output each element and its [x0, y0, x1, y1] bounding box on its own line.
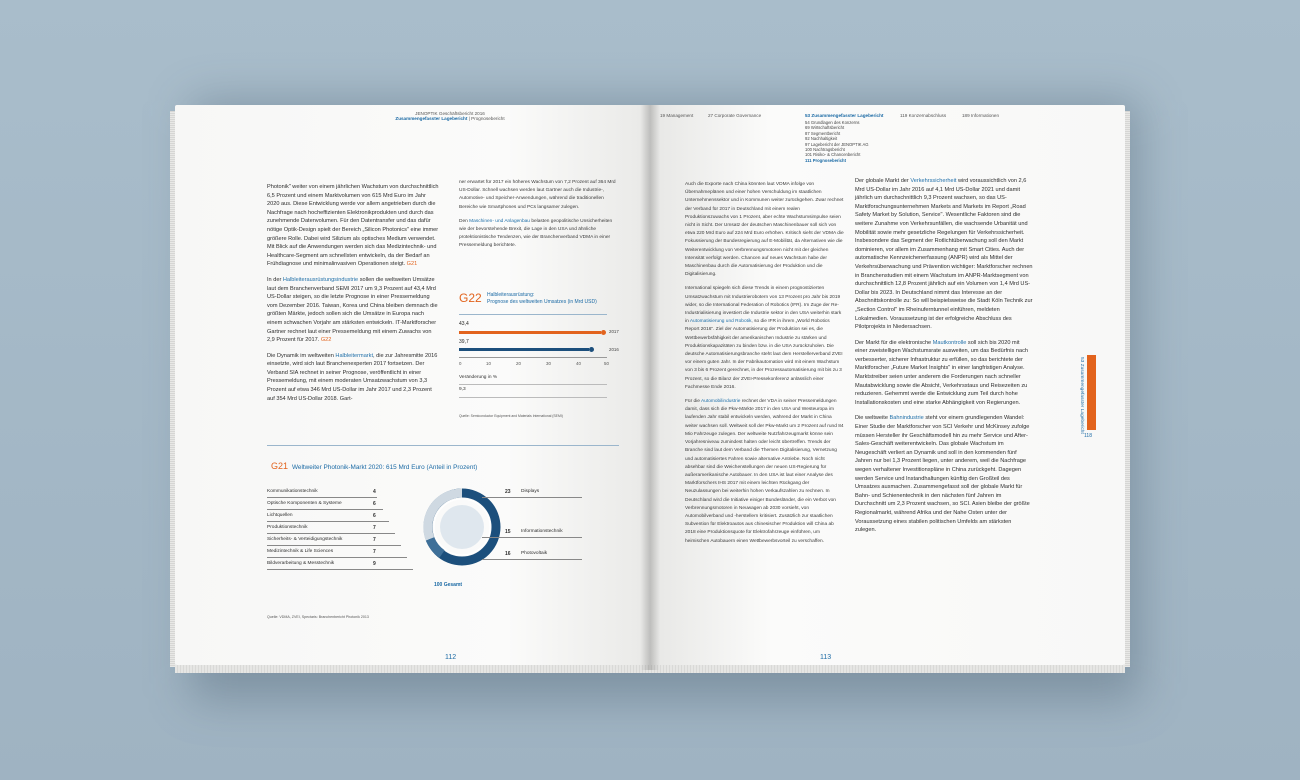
- paragraph: ner erwartet für 2017 ein höheres Wachstum von 7,2 Prozent auf 364 Mrd US-Dollar. Schnell wachsen werden laut Gartner auch die Industrie-, Automotive- und Speicher-Anwendungen, während die traditionellen Bereiche wie Smartphones und PCs langsamer zulegen.: [459, 180, 616, 210]
- legend-value: 23: [505, 489, 511, 495]
- donut-segment-mid: [430, 539, 442, 554]
- nav-item: 189 Informationen: [962, 113, 1000, 118]
- leader-line: [482, 537, 582, 538]
- donut-total-label: 100 Gesamt: [434, 582, 463, 588]
- bar-end-dot: [589, 347, 594, 352]
- bar-2017: [459, 331, 601, 334]
- left-column-2: [459, 179, 619, 251]
- toc-item: 97 Lagebericht der JENOPTIK AG: [805, 141, 869, 147]
- legend-label: Medizintechnik & Life Sciences: [267, 549, 334, 554]
- divider: [459, 314, 607, 315]
- paragraph: Auch die Exporte nach China könnten laut VDMA infolge von Übernahmeplänen und einer hohen Verschuldung im staatlichen Unternehmenssektor und in Kommunen weiter zurückgehen. Zwar rechnet der Verband für 2017 in Deutschland mit einem realen Produktionszuwachs von 1 Prozent, aber echte Wachstumsimpulse seien nicht in Sicht. Der Umsatz der deutschen Maschinenbauer soll sich von etwa 220 Mrd Euro auf 224 Mrd Euro erhöhen. Kritisch sieht der VDMA die Fokussierung der Bundesregierung auf E-Mobilität, da Alternativen wie die Weiterentwicklung von Verbrennungsmotoren nicht mit der gleichen Intensität verfolgt werden. Chancen auf neues Wachstum habe der Maschinenbau durch die Automatisierung der Produktion und die Digitalisierung.: [685, 182, 844, 278]
- g21-source: Quelle: VDMA, ZVEI, Spectaris: Branchenbericht Photonik 2013: [267, 615, 369, 619]
- g22-chart: [459, 291, 624, 441]
- section-tab-label: 53 Zusammengefasster Lagebericht: [1079, 357, 1084, 434]
- open-book: [175, 105, 1125, 685]
- keyword-link: Halbleiterausrüstungsindustrie: [282, 276, 359, 283]
- legend-label: Photovoltaik: [521, 551, 548, 556]
- bar-end-dot: [601, 330, 606, 335]
- paragraph: Der globale Markt der Verkehrssicherheit wird voraussichtlich von 2,6 Mrd US-Dollar im Jahr 2016 auf 4,1 Mrd US-Dollar 2021 und damit jährlich um durchschnittlich 9,3 Prozent wachsen, so das US-Marktforschungsunternehmen Markets and Markets im Report „Road Safety Market by Solution, Service". Wesentliche Faktoren sind die weitere Zunahme von Verkehrsunfällen, die wachsende Urbanität und Mobilität sowie mehr gesetzliche Regelungen für Verkehrssicherheit. Insbesondere das Segment der Rotlichtüberwachung soll den Markt dominieren, vor allem im Zusammenhang mit Smart Cities. Auch der automatische Kennzeichenerfassung (ANPR) wird als Mittel der Verkehrsüberwachung und Prävention wichtiger: Marktforscher rechnen in Branchenstudien mit einem Wachstum im ANPR-Marktsegment von durchschnittlich 12,8 Prozent jährlich auf ein Volumen von 1,4 Mrd US-Dollar bis 2023. In Deutschland nimmt das Interesse an der Abschnittskontrolle zu: So will beispielsweise die Stadt Köln Technik zur „Section Control" im Rheinuferntunnel einführen, meldeten Lokalmedien. Voraussetzung ist der erfolgreiche Abschluss des Pilotprojekts in Niedersachsen.: [855, 178, 1033, 331]
- figure-ref: G21: [406, 261, 418, 268]
- section-tab-marker: [1087, 355, 1096, 430]
- g21-chart: [267, 485, 627, 605]
- paragraph: Der Markt für die elektronische Mautkontrolle soll sich bis 2020 mit einer zweistelligen Wachstumsrate ausweiten, um das Bedürfnis nach verbesserter, sicherer Infrastruktur zu erfüllen, so das berichtete der Marktforscher „Future Market Insights" in einer langfristigen Analyse. Marktstreiber seien unter anderem die Forderungen nach schneller Mautabwicklung sowie die Absicht, Verkehrsstaus und Reisezeiten zu reduzieren. Gehemmt werde die Entwicklung zum Teil durch hohe Installationskosten und eine starke Abhängigkeit von Regierungen.: [855, 339, 1028, 406]
- paragraph: Die Dynamik im weltweiten Halbleitermarkt, die zur Jahresmitte 2016 einsetzte, wird sich laut Branchenexperten 2017 fortsetzen. Der Verband SIA rechnet in seiner Prognose, veröffentlicht in einer Pressemeldung, mit einem moderaten Umsatzwachstum von 3,3 Prozent auf etwa 346 Mrd US-Dollar im Jahr 2017 und 2,3 Prozent auf 354 Mrd US-Dollar 2018. Gart-: [267, 352, 438, 402]
- header-section: Zusammengefasster Lagebericht: [395, 116, 468, 121]
- divider: [459, 384, 607, 385]
- donut-chart: [422, 487, 502, 567]
- keyword-link: Mautkontrolle: [932, 339, 967, 346]
- year-label-2017: 2017: [609, 329, 619, 334]
- tick-label: 40: [576, 361, 581, 366]
- g22-title: Halbleiterausrüstung: Prognose des weltweiten Umsatzes (in Mrd USD): [487, 292, 597, 305]
- paragraph: International spiegeln sich diese Trends in einem prognostizierten Umsatzwachstum mit Industrierobotern von 13 Prozent pro Jahr bis 2019 wider, so die International Federation of Robotics (IFR). Im Zuge der Re-Industrialisierung investiert die Industrie sektor in den USA weiterhin stark in Automatisierung und Robotik, so die IFR in ihrem „World Robotics Report 2016". Ziel der Automatisierung der Produktion sei es, die Wettbewerbsfähigkeit der amerikanischen Industrie zu stärken und Produktionskapazitäten zu binden bzw. in die USA zurückzuholen. Die deutsche Automatisierungsbranche steht laut dem Herstellerverband ZVEI vor einem guten Jahr. In der Fabrikautomation wird mit einem Wachstum von 3 bis 6 Prozent gerechnet, in der Prozessautomatisierung mit bis zu 3 Prozent, so die Bilanz der ZVEI-Pressekonferenz anlässlich einer Fachmesse Ende 2016.: [685, 286, 843, 390]
- legend-value: 6: [373, 513, 376, 519]
- nav-item: 27 Corporate Governance: [708, 113, 762, 118]
- legend-label: Optische Komponenten & Systeme: [267, 501, 342, 506]
- change-label: Veränderung in %: [459, 375, 498, 380]
- page-number-right: 113: [820, 654, 832, 661]
- legend-label: Displays: [521, 489, 540, 494]
- bar-label-2016: 39,7: [459, 339, 469, 345]
- leader-line: [267, 545, 401, 546]
- leader-line: [267, 569, 413, 570]
- keyword-link: Verkehrssicherheit: [910, 178, 957, 184]
- keyword-link: Halbleitermarkt: [335, 352, 374, 359]
- toc-item: 100 Nachtragsbericht: [805, 147, 845, 153]
- tick-label: 0: [459, 361, 462, 366]
- legend-label: Bildverarbeitung & Messtechnik: [267, 561, 335, 566]
- legend-value: 7: [373, 525, 376, 531]
- side-page-number: 118: [1084, 433, 1092, 439]
- bar-label-2017: 43,4: [459, 321, 469, 327]
- header-subsection: | Prognosebericht: [468, 116, 505, 121]
- toc-item: 87 Segmentbericht: [805, 130, 841, 136]
- keyword-link: Automobilindustrie: [701, 399, 741, 405]
- toc-item: 69 Wirtschaftsbericht: [805, 125, 845, 131]
- right-column-2: [855, 177, 1033, 535]
- toc-item: 101 Risiko- & Chancenbericht: [805, 152, 861, 158]
- donut-center: [440, 505, 484, 549]
- keyword-link: Bahnindustrie: [889, 415, 924, 422]
- leader-line: [267, 509, 383, 510]
- tick-label: 20: [516, 361, 521, 366]
- paragraph: Die weltweite Bahnindustrie steht vor einem grundlegenden Wandel: Einer Studie der Marktforscher von SCI Verkehr und McKinsey zufolge müssen Hersteller ihr Geschäftsmodell hin zu mehr Service und After-Sales-Geschäft weiterentwickeln. Das globale Wachstum im Neugeschäft verliert an Dynamik und soll in den kommenden fünf Jahren nur bei 1,3 Prozent liegen, unter anderem, weil die Nachfrage wegen verhaltener Investitionspläne in China zurückgeht. Dagegen werden Service und Instandhaltungen künftig den Großteil des Umsatzes ausmachen. Zusammengefasst soll der globale Markt für Bahn- und Schienentechnik in den nächsten fünf Jahren im Durchschnitt um 2,3 Prozent wachsen, so SCI. Asien bleibe der größte Regionalmarkt, während Afrika und der Nahe Osten unter der Voraussetzung eines stabilen politischen Umfelds am stärksten zulegen.: [855, 415, 1030, 534]
- toc-item: 54 Grundlagen des Konzerns: [805, 120, 860, 125]
- legend-value: 16: [505, 551, 511, 557]
- g21-id: G21: [271, 461, 289, 471]
- report-title: JENOPTIK Geschäftsbericht 2016: [415, 111, 485, 116]
- keyword-link: Automatisierung und Robotik: [689, 319, 752, 325]
- x-axis: [459, 357, 607, 358]
- legend-label: Lichtquellen: [267, 513, 293, 518]
- divider: [459, 397, 607, 398]
- section-divider: [267, 445, 619, 446]
- paragraph: Den Maschinen- und Anlagenbau belasten geopolitische Unsicherheiten wie der bevorstehende Brexit, die Lage in den USA und ähnliche protektionistische Tendenzen, wie der Branchenverband VDMA in einer Pressemeldung berichtete.: [459, 218, 613, 249]
- figure-ref: G22: [320, 337, 332, 344]
- leader-line: [482, 559, 582, 560]
- keyword-link: Maschinen- und Anlagenbau: [469, 218, 530, 224]
- nav-item: 19 Management: [660, 113, 694, 118]
- legend-value: 15: [505, 529, 511, 535]
- book-gutter: [640, 105, 660, 670]
- change-value: 9,3: [459, 387, 466, 392]
- right-column-1: [685, 181, 845, 546]
- legend-label: Produktionstechnik: [267, 525, 308, 530]
- legend-label: Kommunikationstechnik: [267, 489, 318, 494]
- leader-line: [267, 533, 395, 534]
- leader-line: [482, 497, 582, 498]
- tick-label: 50: [604, 361, 609, 366]
- leader-line: [267, 557, 407, 558]
- leader-line: [267, 497, 377, 498]
- paragraph: Photonik" weiter von einem jährlichen Wachstum von durchschnittlich 6,5 Prozent und einem Marktvolumen von 615 Mrd Euro im Jahr 2020 aus. Diese Entwicklung werde vor allem angetrieben durch die Nachfrage nach hocheffizienten Elektronikprodukten und durch das zunehmende Datenvolumen. Für den Datentransfer und das dafür nötige Optik-Design spielt der Bereich „Silicon Photonics" eine immer größere Rolle. Dabei wird Silizium als optisches Medium verwendet. Mit Blick auf die Anwendungen werden sich das Medizintechnik- und Healthcare-Segment am schnellsten entwickeln, da der Bedarf an Frühdiagnose und minimalinvasiven Operationen steigt. G21: [267, 184, 439, 268]
- legend-value: 6: [373, 501, 376, 507]
- year-label-2016: 2016: [609, 347, 619, 352]
- chart-source: Quelle: Semiconductor Equipment and Materials International (SEMI): [459, 414, 563, 418]
- toc-item: 111 Prognosebericht: [805, 157, 846, 163]
- legend-value: 7: [373, 537, 376, 543]
- tick-label: 30: [546, 361, 551, 366]
- toc-item: 92 Nachhaltigkeit: [805, 136, 838, 142]
- x-axis-ticks: [459, 361, 609, 369]
- paragraph: In der Halbleiterausrüstungsindustrie sollen die weltweiten Umsätze laut dem Branchenverband SEMI 2017 um 9,3 Prozent auf 43,4 Mrd US-Dollar steigen, so die letzte Prognose in einer Pressemeldung vom Dezember 2016. Taiwan, Korea und China bleiben demnach die größten Märkte, jedoch sollen sich die Umsätze in Europa nach einem schwachen Vorjahr am stärksten entwickeln. IT-Marktforscher Gartner rechnet laut einer Pressemeldung mit einem Zuwachs von 2,9 Prozent für 2017. G22: [267, 276, 438, 344]
- leader-line: [267, 521, 389, 522]
- legend-value: 4: [373, 489, 376, 495]
- left-header: [375, 111, 525, 121]
- legend-value: 7: [373, 549, 376, 555]
- tick-label: 10: [486, 361, 491, 366]
- section-toc: [805, 120, 869, 163]
- left-column-1: [267, 183, 439, 403]
- g22-id: G22: [459, 291, 482, 305]
- g21-title: G21 Weltweiter Photonik-Markt 2020: 615 Mrd Euro (Anteil in Prozent): [271, 461, 478, 471]
- page-number-left: 112: [445, 654, 457, 661]
- legend-value: 9: [373, 561, 376, 567]
- left-page: [175, 105, 650, 665]
- bar-2016: [459, 348, 589, 351]
- nav-item: 119 Konzernabschluss: [900, 113, 947, 118]
- legend-label: Informationstechnik: [521, 529, 563, 534]
- right-page: [650, 105, 1125, 665]
- legend-label: Sicherheits- & Verteidigungstechnik: [267, 537, 343, 542]
- paragraph: Für die Automobilindustrie rechnet der VDA in seiner Pressemeldungen damit, dass sich die Pkw-Märkte 2017 in den USA und Westeuropa im laufenden Jahr stabil entwickeln werden, während der Markt in China weiter wachsen soll. Weltweit soll der Pkw-Markt um 2 Prozent auf rund 84 Mio Fahrzeuge zulegen. Der weltweite Nutzfahrzeugmarkt könne sein Vorjahresniveau zumindest halten oder leicht übertreffen. Trends der Branche sind laut dem Verband die Themen Digitalisierung, Vernetzung und automatisiertes Fahren sowie alternative Antriebe. Noch nicht absehbar sind die Weichenstellungen der neuen US-Regierung für außeramerikanische Autobauer. In den USA ist laut einer Analyse des Marktforschers IHS 2017 mit einem leichten Rückgang der Neuzulassungen bei weiterhin hohen Verkaufszahlen zu rechnen. In Deutschland wird die Initiative einiger Bundesländer, die ein Verbot von Verbrennungsmotoren in Neuwagen ab 2030 vorsieht, von Automobilverband und -herstellern kritisiert. Zusätzlich zur staatlichen Subvention für Elektroautos aus chinesischer Produktion will China ab 2018 eine Produktionsquote für Elektrofahrzeuge einführen, um heimischen Autobauern einen Wettbewerbsvorteil zu verschaffen.: [685, 399, 844, 544]
- nav-item-active: 53 Zusammengefasster Lagebericht: [805, 113, 884, 118]
